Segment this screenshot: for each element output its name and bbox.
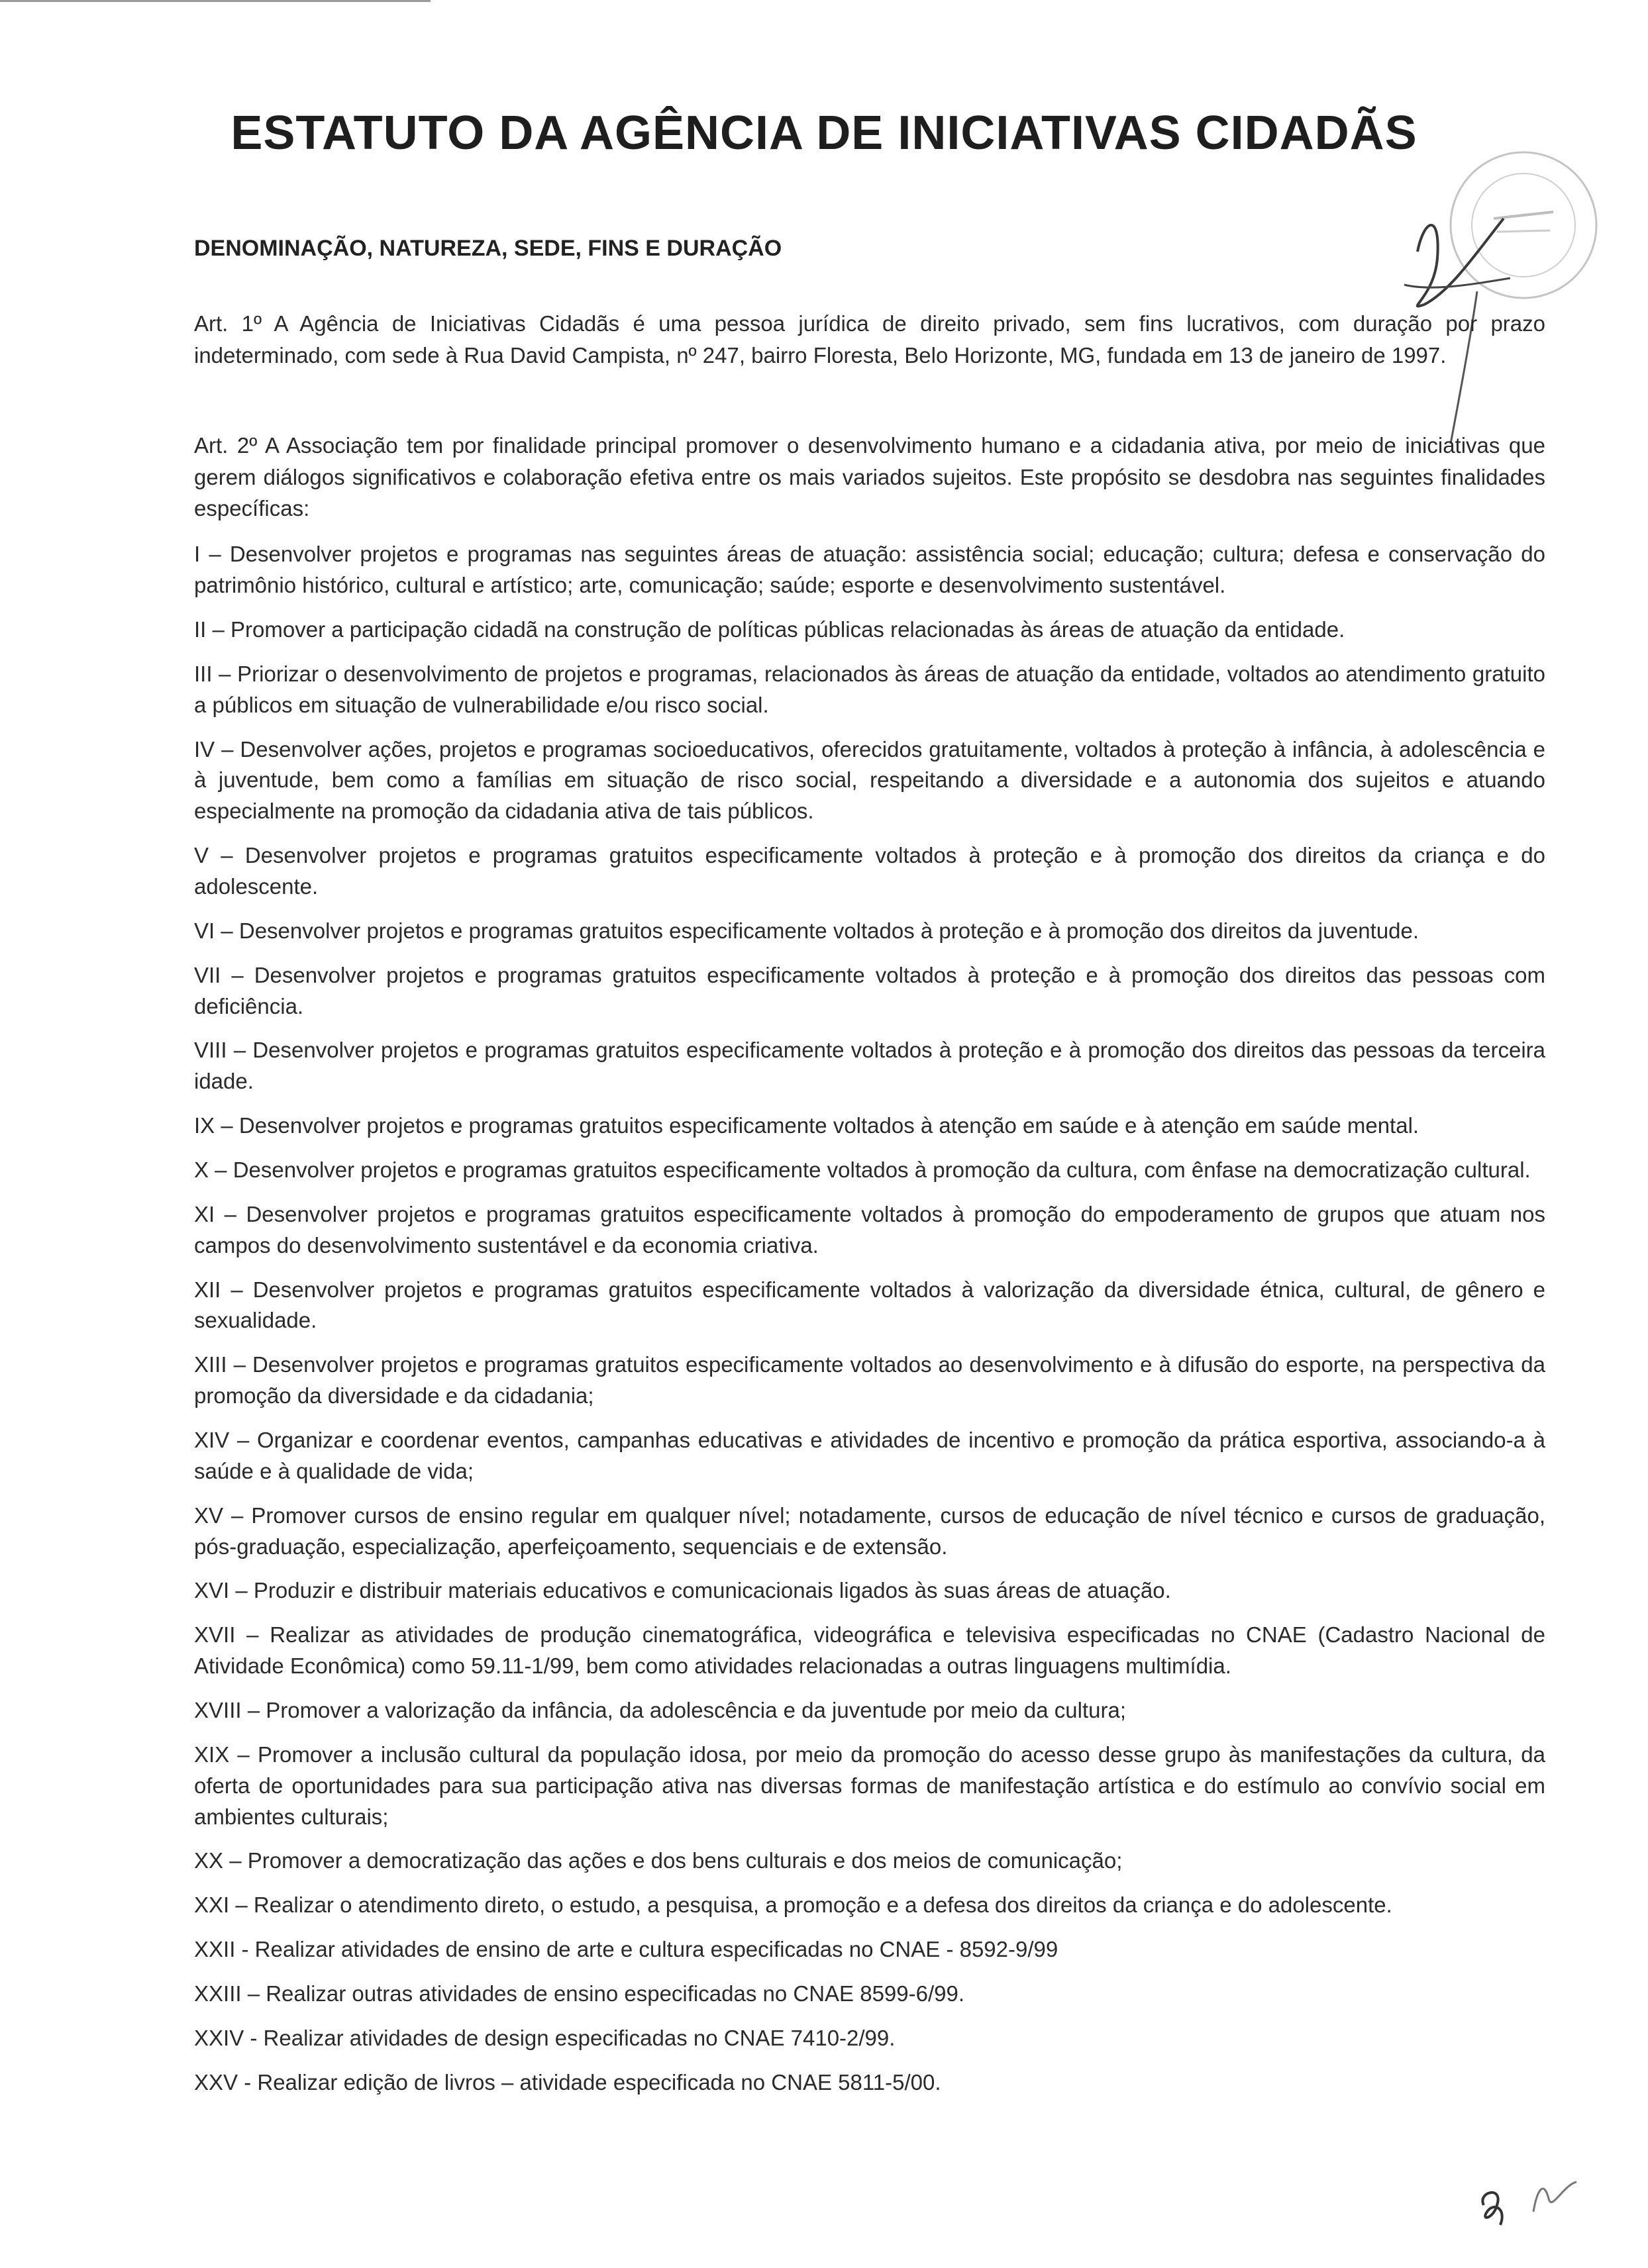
list-item: XIV – Organizar e coordenar eventos, campanhas educativas e atividades de incentivo e promoção da prática esportiva, associando-a à saúde e à qualidade de vida;: [194, 1427, 1545, 1483]
list-item: XVI – Produzir e distribuir materiais educativos e comunicacionais ligados às suas áreas de atuação.: [194, 1578, 1171, 1603]
handwritten-initials: [1470, 2165, 1590, 2238]
list-item: VII – Desenvolver projetos e programas gratuitos especificamente voltados à proteção e à promoção dos direitos das pessoas com deficiência.: [194, 962, 1545, 1018]
list-item: X – Desenvolver projetos e programas gratuitos especificamente voltados à promoção da cultura, com ênfase na democratização cultural.: [194, 1157, 1531, 1182]
list-item: XIX – Promover a inclusão cultural da população idosa, por meio da promoção do acesso desse grupo às manifestações da cultura, da oferta de oportunidades para sua participação ativa nas diversas formas de manifestação artística e do estímulo ao convívio social em ambientes culturais;: [194, 1742, 1545, 1829]
section-heading: DENOMINAÇÃO, NATUREZA, SEDE, FINS E DURAÇÃO: [194, 236, 782, 261]
list-item: I – Desenvolver projetos e programas nas seguintes áreas de atuação: assistência social; educação; cultura; defesa e conservação do patrimônio histórico, cultural e artístico; arte, comunicação; saúde; esporte e desenvolvimento sustentável.: [194, 542, 1545, 598]
scan-edge-line: [0, 0, 431, 2]
list-item: XXIV - Realizar atividades de design especificadas no CNAE 7410-2/99.: [194, 2025, 896, 2050]
document-title: ESTATUTO DA AGÊNCIA DE INICIATIVAS CIDADÃS: [231, 107, 1417, 160]
article-1: Art. 1º A Agência de Iniciativas Cidadãs é uma pessoa jurídica de direito privado, sem fins lucrativos, com duração por prazo indeterminado, com sede à Rua David Campista, nº 247, bairro Floresta, Belo Horizonte, MG, fundada em 13 de janeiro de 1997.: [194, 311, 1545, 368]
article-2-items: [194, 539, 1545, 2098]
list-item: XXV - Realizar edição de livros – atividade especificada no CNAE 5811-5/00.: [194, 2069, 941, 2095]
list-item: XI – Desenvolver projetos e programas gratuitos especificamente voltados à promoção do empoderamento de grupos que atuam nos campos do desenvolvimento sustentável e da economia criativa.: [194, 1201, 1545, 1257]
list-item: XVII – Realizar as atividades de produção cinematográfica, videográfica e televisiva especificadas no CNAE (Cadastro Nacional de Atividade Econômica) como 59.11-1/99, bem como atividades relacionadas a outras linguagens multimídia.: [194, 1622, 1545, 1679]
list-item: VI – Desenvolver projetos e programas gratuitos especificamente voltados à proteção e à promoção dos direitos da juventude.: [194, 918, 1419, 943]
list-item: XII – Desenvolver projetos e programas gratuitos especificamente voltados à valorização da diversidade étnica, cultural, de gênero e sexualidade.: [194, 1277, 1545, 1333]
list-item: XV – Promover cursos de ensino regular em qualquer nível; notadamente, cursos de educação de nível técnico e cursos de graduação, pós-graduação, especialização, aperfeiçoamento, sequenciais e de extensão.: [194, 1503, 1545, 1559]
list-item: VIII – Desenvolver projetos e programas gratuitos especificamente voltados à proteção e à promoção dos direitos das pessoas da terceira idade.: [194, 1038, 1545, 1094]
list-item: IV – Desenvolver ações, projetos e programas socioeducativos, oferecidos gratuitamente, voltados à proteção à infância, à adolescência e à juventude, bem como a famílias em situação de risco social, respeitando a diversidade e a autonomia dos sujeitos e atuando especialmente na promoção da cidadania ativa de tais públicos.: [194, 736, 1545, 824]
list-item: IX – Desenvolver projetos e programas gratuitos especificamente voltados à atenção em saúde e à atenção em saúde mental.: [194, 1113, 1419, 1138]
list-item: XXII - Realizar atividades de ensino de arte e cultura especificadas no CNAE - 8592-9/99: [194, 1937, 1058, 1962]
list-item: V – Desenvolver projetos e programas gratuitos especificamente voltados à proteção e à promoção dos direitos da criança e do adolescente.: [194, 843, 1545, 899]
list-item: XXIII – Realizar outras atividades de ensino especificadas no CNAE 8599-6/99.: [194, 1981, 965, 2006]
list-item: II – Promover a participação cidadã na construção de políticas públicas relacionadas às áreas de atuação da entidade.: [194, 616, 1345, 642]
document-body: [194, 308, 1545, 2112]
list-item: XXI – Realizar o atendimento direto, o estudo, a pesquisa, a promoção e a defesa dos direitos da criança e do adolescente.: [194, 1893, 1392, 1918]
list-item: XX – Promover a democratização das ações e dos bens culturais e dos meios de comunicação;: [194, 1848, 1123, 1873]
list-item: XVIII – Promover a valorização da infância, da adolescência e da juventude por meio da cultura;: [194, 1698, 1126, 1722]
list-item: XIII – Desenvolver projetos e programas gratuitos especificamente voltados ao desenvolvimento e à difusão do esporte, na perspectiva da promoção da diversidade e da cidadania;: [194, 1352, 1545, 1408]
article-2-intro: Art. 2º A Associação tem por finalidade principal promover o desenvolvimento humano e a cidadania ativa, por meio de iniciativas que gerem diálogos significativos e colaboração efetiva entre os mais variados sujeitos. Este propósito se desdobra nas seguintes finalidades específicas:: [194, 432, 1545, 521]
list-item: III – Priorizar o desenvolvimento de projetos e programas, relacionados às áreas de atuação da entidade, voltados ao atendimento gratuito a públicos em situação de vulnerabilidade e/ou risco social.: [194, 661, 1545, 717]
